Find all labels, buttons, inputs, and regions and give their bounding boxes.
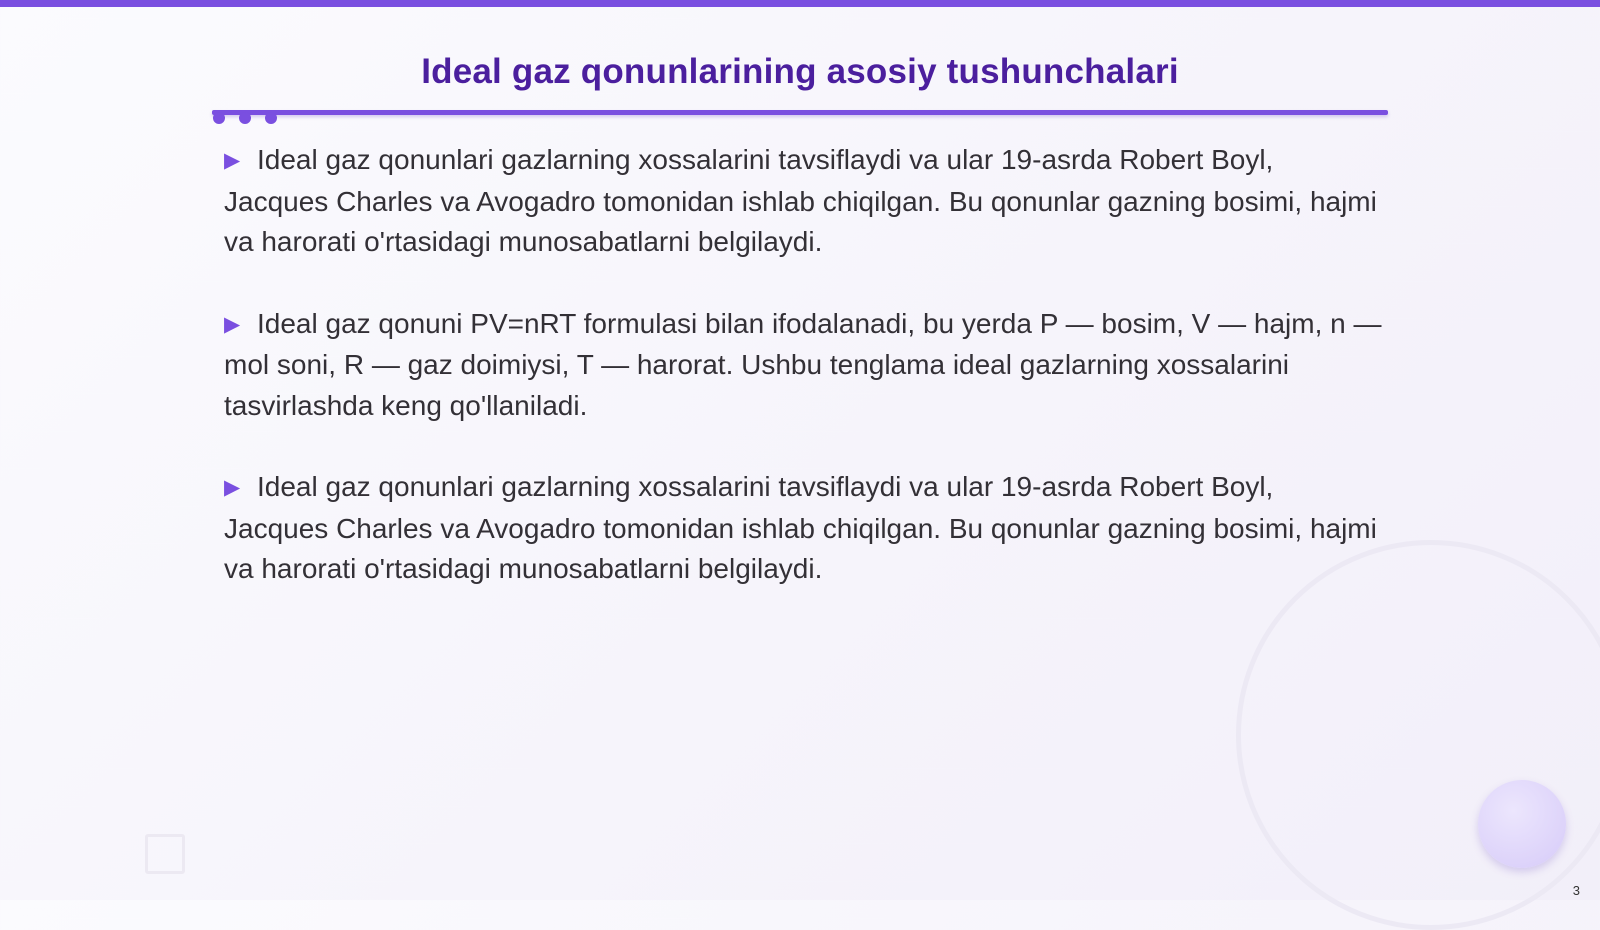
decorative-ring xyxy=(1236,540,1600,930)
underline-dot-2 xyxy=(239,112,251,124)
slide-title: Ideal gaz qonunlarining asosiy tushunchalari xyxy=(421,52,1179,91)
triangle-bullet-icon: ▶ xyxy=(224,312,241,336)
paragraph-text: Ideal gaz qonuni PV=nRT formulasi bilan ifodalanadi, bu yerda P — bosim, V — hajm, n — mol soni, R — gaz doimiysi, T — harorat. Ushbu tenglama ideal gazlarning xossalarini tasvirlashda keng qo'llaniladi. xyxy=(224,307,1382,421)
bullet-paragraph-2 xyxy=(224,304,1384,427)
decorative-disc xyxy=(1478,780,1566,868)
underline-dot-3 xyxy=(265,112,277,124)
underline-dot-1 xyxy=(213,112,225,124)
triangle-bullet-icon: ▶ xyxy=(224,476,241,499)
paragraph-text: Ideal gaz qonunlari gazlarning xossalarini tavsiflaydi va ular 19-asrda Robert Boyl, Jacques Charles va Avogadro tomonidan ishlab chiqilgan. Bu qonunlar gazning bosimi, hajmi va harorati o'rtasidagi munosabatlarni belgilaydi. xyxy=(224,144,1377,257)
paragraph-text: Ideal gaz qonunlari gazlarning xossalarini tavsiflaydi va ular 19-asrda Robert Boyl, Jacques Charles va Avogadro tomonidan ishlab chiqilgan. Bu qonunlar gazning bosimi, hajmi va harorati o'rtasidagi munosabatlarni belgilaydi. xyxy=(224,471,1377,584)
top-accent-bar xyxy=(0,0,1600,7)
bullet-list xyxy=(224,140,1384,631)
decorative-square xyxy=(145,834,185,874)
bullet-paragraph-3 xyxy=(224,467,1384,590)
title-underline xyxy=(212,110,1388,115)
bullet-paragraph-1 xyxy=(224,140,1384,263)
triangle-bullet-icon: ▶ xyxy=(224,149,241,172)
page-number: 3 xyxy=(1572,883,1580,898)
